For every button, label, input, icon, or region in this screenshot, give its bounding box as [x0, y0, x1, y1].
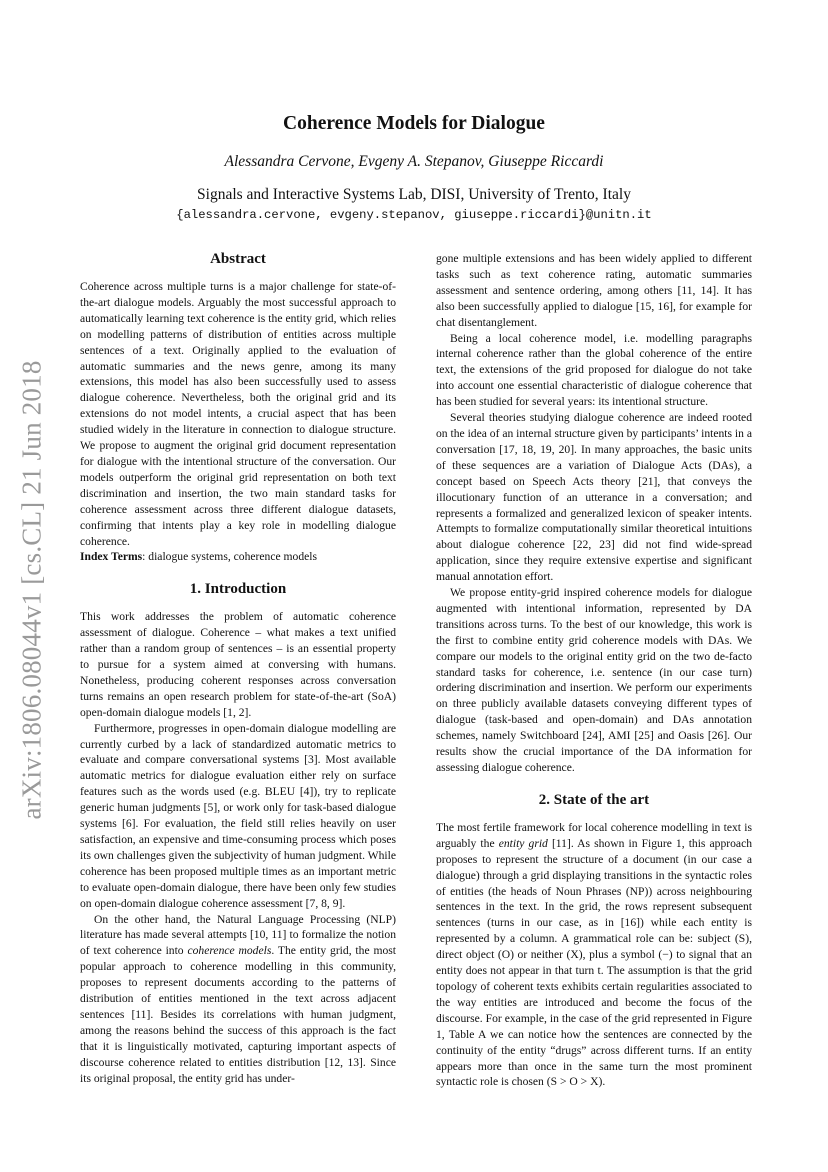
soa-p1-start: The most fertile framework for local coherence modelling in text is arguably the: [436, 820, 752, 850]
authors: Alessandra Cervone, Evgeny A. Stepanov, Giuseppe Riccardi: [224, 153, 604, 170]
intro-p3-start: On the other hand, the Natural Language Processing (NLP) literature has made several attempts [10, 11] to formalize the notion of text coherence into: [80, 912, 396, 958]
soa-p1-end: [11]. As shown in Figure 1, this approach proposes to represent the structure of a document (in our case a dialogue) through a grid displaying transitions in the syntactic roles of entities (the heads of Noun Phrases (NP)) across neighbouring sentences in the text. In the grid, the rows represent subsequent sentences (turns in our case, as in [16]) while each entity is represented by a column. A grammatical role can be: subject (S), direct object (O) or neither (X), plus a symbol (−) to signal that an entity does not appear in that turn t. The assumption is that the grid topology of coherent texts exhibits certain regularities associated to the way entities are introduced and become the focus of the discourse. For example, in the case of the grid represented in Figure 1, Table A we can notice how the sentences are connected by the continuity of the entity “drugs” across different turns. If an entity appears more than once in the same turn the most prominent syntactic role is chosen (S > O > X).: [436, 836, 753, 1089]
paper-title: Coherence Models for Dialogue: [283, 113, 545, 134]
intro-paragraph-7: We propose entity-grid inspired coherence models for dialogue augmented with intentional information, represented by DA transitions across turns. To the best of our knowledge, this work is the first to combine entity grid coherence models with DAs. We compare our models to the original entity grid on the two de-facto standard tasks for coherence, i.e. sentence (in our case turn) ordering discrimination and insertion. We perform our experiments on three publicly available datasets conveying different types of dialogue (task-based and open-domain) and DAs annotation schemes, namely Switchboard [24], AMI [25] and Oasis [26]. Our results show the crucial importance of the DA information for assessing dialogue coherence.: [436, 586, 752, 774]
intro-paragraph-1: This work addresses the problem of automatic coherence assessment of dialogue. Coherence – what makes a text unified rather than a random group of sentences – is an essential property to pursue for a system aimed at conversing with humans. Nonetheless, producing coherent responses across conversation turns remains an open research problem for state-of-the-art (SoA) open-domain dialogue models [1, 2].: [80, 610, 396, 719]
intro-heading: 1. Introduction: [189, 581, 287, 598]
intro-paragraph-3: [80, 912, 396, 1087]
intro-p3-end: . The entity grid, the most popular approach to coherence modelling in this community, proposes to represent documents according to the patterns of distribution of entities mentioned in the text across adjacent sentences [11]. Besides its correlations with human judgment, among the reasons behind the success of this approach is the fact that it is linguistically motivated, capturing important aspects of discourse coherence related to entities distribution [12, 13]. Since its original proposal, the entity grid has under-: [80, 944, 396, 1085]
soa-paragraph-1: [436, 820, 752, 1090]
intro-paragraph-5: Being a local coherence model, i.e. modelling paragraphs internal coherence rather than the global coherence of the entire text, the extensions of the grid proposed for dialogue do not take into account one essential characteristic of dialogue coherence that has been studied for several years: its intentional structure.: [436, 331, 752, 409]
soa-p1-emphasis: entity grid: [498, 836, 548, 850]
right-column: [436, 251, 752, 1090]
left-column: [80, 249, 396, 1087]
soa-heading: 2. State of the art: [538, 791, 650, 808]
abstract-heading: Abstract: [210, 251, 266, 267]
abstract-text: Coherence across multiple turns is a major challenge for state-of-the-art dialogue models. Arguably the most successful approach to automatically learning text coherence is the entity grid, which relies on modelling patterns of distribution of entities across multiple sentences of a text. Originally applied to the evaluation of automatic summaries and the news genre, among its many extensions, this model has also been successfully used to assess dialogue coherence. Nevertheless, both the original grid and its extensions do not model intents, a crucial aspect that has been studied widely in the literature in connection to dialogue structure. We propose to augment the original grid document representation for dialogue with the intentional structure of the conversation. Our models outperform the original grid representation on both text discrimination and insertion, the two main standard tasks for coherence assessment across three different dialogue datasets, confirming that intents play a key role in modelling dialogue coherence.: [80, 280, 396, 548]
arxiv-id: arXiv:1806.08044v1 [cs.CL] 21 Jun 2018: [16, 360, 47, 820]
arxiv-stamp: [14, 340, 50, 840]
author-emails: {alessandra.cervone, evgeny.stepanov, giuseppe.riccardi}@unitn.it: [176, 208, 652, 222]
intro-paragraph-6: Several theories studying dialogue coherence are indeed rooted on the idea of an internal structure given by participants’ intents in a conversation [17, 18, 19, 20]. In many approaches, the basic units of these sequences are a variation of Dialogue Acts (DAs), a concept based on Speech Acts theory [21], that conveys the illocutionary function of an utterance in a conversation; and represents a formalized and generalized lexicon of speaker intents. Attempts to formalize computationally similar theoretical intuitions about dialogue coherence [22, 23] did not find wide-spread application, since they require extensive expertise and significant manual annotation effort.: [436, 411, 752, 584]
intro-paragraph-2: Furthermore, progresses in open-domain dialogue modelling are currently curbed by a lack of standardized automatic metrics to evaluate and compare conversational systems [3]. Most available automatic metrics for dialogue evaluation either rely on surface features such as the words used (e.g. BLEU [4]), try to replicate generic human judgments [5], or work only for task-based dialogue systems [6]. For evaluation, the field still relies heavily on user satisfaction, an expensive and time-consuming process which poses its own challenges given the subjectivity of human judgment. While coherence has been proposed multiple times as an important metric to evaluate open-domain dialogue, there have been only few studies on open-domain dialogue coherence assessment [7, 8, 9].: [80, 721, 396, 910]
intro-paragraph-4: gone multiple extensions and has been widely applied to different tasks such as text coherence rating, automatic summaries assessment and sentence ordering, among others [11, 14]. It has also been successfully applied to dialogue [15, 16], for example for chat disentanglement.: [436, 252, 752, 329]
affiliation: Signals and Interactive Systems Lab, DISI, University of Trento, Italy: [197, 186, 631, 203]
intro-p3-emphasis: coherence models: [187, 944, 272, 958]
index-terms-text: : dialogue systems, coherence models: [142, 550, 317, 564]
index-terms-label: Index Terms: [80, 550, 143, 564]
index-terms: [80, 549, 396, 565]
